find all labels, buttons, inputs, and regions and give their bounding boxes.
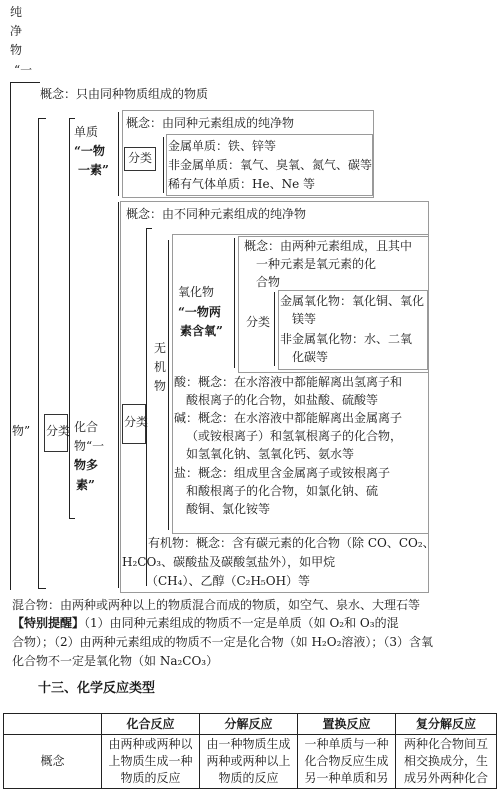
tip-text-1: （1）由同种元素组成的物质不一定是单质（如 O₂和 O₃的混 — [84, 616, 399, 630]
root-fenlei-bracket — [38, 118, 39, 588]
wuji-char-3: 物 — [154, 379, 167, 393]
danzhi-item-1: 金属单质：铁、锌等 — [168, 139, 277, 153]
root-concept: 概念：只由同种物质组成的物质 — [40, 87, 209, 101]
danzhi-concept: 概念：由同种元素组成的纯净物 — [126, 116, 295, 130]
table-row — [4, 735, 497, 789]
level2-bracket-bottom — [69, 518, 75, 519]
danzhi-bracket — [118, 112, 119, 196]
table-row-label: 概念 — [4, 735, 102, 789]
cell-line: 化合物反应生成 — [304, 754, 389, 768]
danzhi-item-2: 非金属单质：氧气、臭氧、氮气、碳等 — [168, 158, 373, 172]
huahewu-fenlei-bracket-top — [146, 228, 152, 229]
huahewu-fenlei: 分类 — [124, 415, 149, 429]
tip-label: 【特别提醒】 — [12, 616, 85, 630]
yan-line1: 盐：概念：组成里含金属离子或铵根离子 — [174, 466, 391, 480]
root-fenlei-bracket-top — [38, 118, 46, 119]
huahewu-concept: 概念：由不同种元素组成的纯净物 — [126, 207, 307, 221]
danzhi-fenlei: 分类 — [128, 151, 153, 165]
table-cell-fufenjie — [396, 735, 497, 789]
youji-line1: 有机物：概念：含有碳元素的化合物（除 CO、CO₂、 — [148, 536, 435, 550]
cell-line: 由两种或两种以 — [108, 737, 193, 751]
danzhi-tag-line2: 一素” — [78, 163, 109, 177]
root-bracket-line — [10, 82, 11, 590]
reaction-types-table — [3, 713, 497, 789]
jian-line2: （或铵根离子）和氢氧根离子的化合物， — [186, 429, 403, 443]
yan-line3: 酸铜、氯化铵等 — [186, 502, 271, 516]
suan-line1: 酸：概念：在水溶液中都能解离出氢离子和 — [174, 375, 403, 389]
cell-line: 成另外两种化合 — [403, 771, 488, 785]
root-quote-label: “一 — [14, 63, 33, 77]
tip-line1 — [12, 615, 399, 631]
cell-line: 物质的反应 — [218, 771, 279, 785]
mixture-definition: 混合物：由两种或两种以上的物质混合而成的物质，如空气、泉水、大理石等 — [12, 598, 421, 612]
root-wu-label: 物” — [12, 424, 31, 438]
jian-line3: 如氢氧化钠、氢氧化钙、氨水等 — [186, 447, 355, 461]
danzhi-item-3: 稀有气体单质：He、Ne 等 — [168, 177, 315, 191]
cell-line: 相交换成分，生 — [403, 754, 488, 768]
yanghuawu-bracket — [234, 238, 235, 368]
table-header-fenjie: 分解反应 — [200, 714, 298, 735]
cell-line: 另一种单质和另 — [304, 771, 389, 785]
danzhi-items-bracket — [163, 137, 164, 193]
root-char-2: 净 — [10, 24, 23, 38]
yanghuawu-concept-line2: 一种元素是氧元素的化 — [256, 257, 377, 271]
table-header-huahe: 化合反应 — [102, 714, 200, 735]
table-header-empty — [4, 714, 102, 735]
huahewu-fenlei-bracket — [146, 228, 147, 586]
table-header-zhihuan: 置换反应 — [298, 714, 396, 735]
tip-line2: 合物）；（2）由两种元素组成的物质不一定是化合物（如 H₂O₂溶液）；（3）含氧 — [12, 635, 434, 649]
tip-line3: 化合物不一定是氧化物（如 Na₂CO₃） — [12, 654, 219, 668]
huahewu-title-line2: 物“一 — [74, 439, 105, 453]
yanghuawu-fenlei: 分类 — [246, 315, 271, 329]
huahewu-bracket — [118, 202, 119, 588]
table-header-fufenjie: 复分解反应 — [396, 714, 497, 735]
yanghuawu-concept-line3: 合物 — [256, 275, 281, 289]
root-fenlei: 分类 — [46, 424, 71, 438]
yanghuawu-item-2-line1: 非金属氧化物：水、二氧 — [280, 332, 413, 346]
yanghuawu-items-bracket — [274, 292, 275, 366]
youji-line2: H₂CO₃、碳酸盐及碳酸氢盐外），如甲烷 — [122, 555, 336, 569]
yanghuawu-tag-line2: 素含氧” — [180, 324, 223, 338]
root-bracket-top — [10, 82, 40, 83]
youji-line3: （CH₄）、乙醇（C₂H₅OH）等 — [146, 574, 311, 588]
root-char-3: 物 — [10, 43, 23, 57]
huahewu-title-line3: 物多 — [74, 458, 99, 472]
table-cell-fenjie — [200, 735, 298, 789]
yanghuawu-concept-line1: 概念：由两种元素组成，且其中 — [244, 239, 413, 253]
table-header-row — [4, 714, 497, 735]
cell-line: 物质的反应 — [120, 771, 181, 785]
yanghuawu-item-1-line2: 镁等 — [292, 312, 317, 326]
table-cell-zhihuan — [298, 735, 396, 789]
cell-line: 两种化合物间互 — [403, 737, 488, 751]
jian-line1: 碱：概念：在水溶液中都能解离出金属离子 — [174, 411, 403, 425]
wuji-char-2: 机 — [154, 360, 167, 374]
root-fenlei-bracket-bottom — [38, 588, 46, 589]
huahewu-title-line4: 素” — [76, 478, 95, 492]
root-char-1: 纯 — [10, 5, 23, 19]
wuji-bracket — [168, 240, 169, 530]
section-title: 十三、化学反应类型 — [38, 681, 156, 696]
huahewu-title-line1: 化合 — [74, 420, 99, 434]
level2-bracket — [69, 118, 70, 518]
cell-line: 由一种物质生成 — [206, 737, 291, 751]
danzhi-tag-line1: “一物 — [74, 144, 105, 158]
yan-line2: 和酸根离子的化合物，如氯化钠、硫 — [186, 484, 379, 498]
cell-line: 一种单质与一种 — [304, 737, 389, 751]
yanghuawu-item-2-line2: 化碳等 — [292, 350, 329, 364]
cell-line: 两种或两种以上 — [206, 754, 291, 768]
yanghuawu-title: 氧化物 — [178, 285, 215, 299]
yanghuawu-tag-line1: “一物两 — [178, 305, 221, 319]
yanghuawu-item-1-line1: 金属氧化物：氧化铜、氧化 — [280, 294, 425, 308]
level2-bracket-top — [69, 118, 75, 119]
danzhi-title: 单质 — [74, 125, 99, 139]
suan-line2: 酸根离子的化合物，如盐酸、硫酸等 — [186, 393, 379, 407]
table-cell-huahe — [102, 735, 200, 789]
cell-line: 上物质生成一种 — [108, 754, 193, 768]
wuji-char-1: 无 — [154, 341, 167, 355]
